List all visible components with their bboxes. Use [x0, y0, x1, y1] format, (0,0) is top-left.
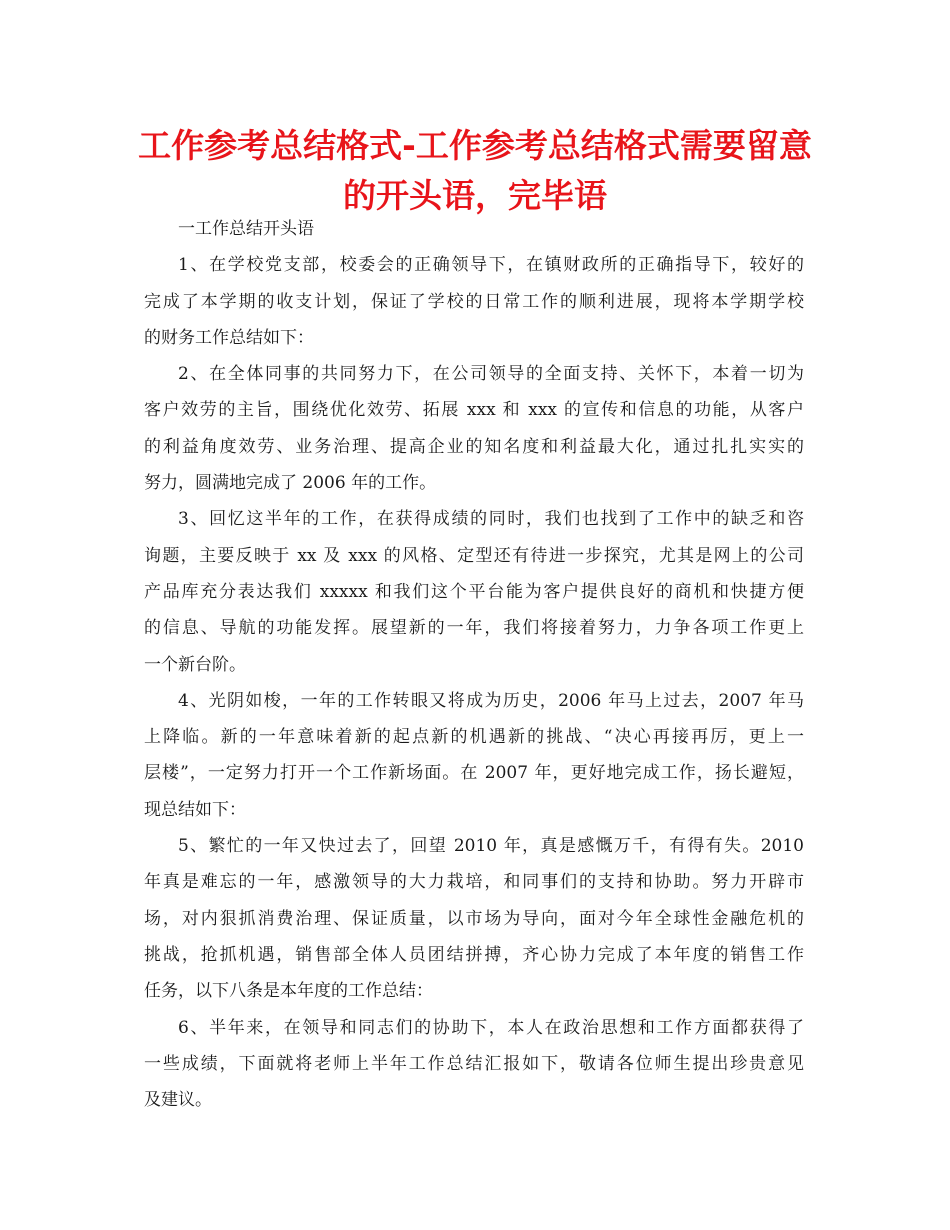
paragraph-3-line: 一个新台阶。 — [144, 654, 246, 675]
paragraph-2-line: 的利益角度效劳、业务治理、提高企业的知名度和利益最大化，通过扎扎实实的 — [144, 436, 804, 457]
paragraph-3-line: 产品库充分表达我们 xxxxx 和我们这个平台能为客户提供良好的商机和快捷方便 — [144, 581, 804, 602]
paragraph-4-line: 现总结如下： — [144, 799, 246, 820]
paragraph-6-line: 一些成绩，下面就将老师上半年工作总结汇报如下，敬请各位师生提出珍贵意见 — [144, 1053, 804, 1074]
paragraph-4-line: 4、光阴如梭，一年的工作转眼又将成为历史，2006 年马上过去，2007 年马 — [178, 690, 804, 711]
paragraph-5-line: 任务，以下八条是本年度的工作总结： — [144, 981, 433, 1002]
paragraph-4-line: 层楼”，一定努力打开一个工作新场面。在 2007 年，更好地完成工作，扬长避短， — [144, 763, 804, 784]
paragraph-2-line: 客户效劳的主旨，围绕优化效劳、拓展 xxx 和 xxx 的宣传和信息的功能，从客户 — [144, 400, 804, 421]
paragraph-3-line: 询题，主要反映于 xx 及 xxx 的风格、定型还有待进一步探究，尤其是网上的公司 — [144, 545, 804, 566]
paragraph-5-line: 年真是难忘的一年，感激领导的大力栽培，和同事们的支持和协助。努力开辟市 — [144, 872, 804, 893]
paragraph-1-line: 的财务工作总结如下： — [144, 327, 314, 348]
paragraph-6-line: 及建议。 — [144, 1090, 212, 1111]
document-title — [120, 121, 830, 221]
document-body — [144, 211, 804, 1118]
section-heading: 一工作总结开头语 — [178, 219, 314, 239]
paragraph-1-line: 完成了本学期的收支计划，保证了学校的日常工作的顺利进展，现将本学期学校 — [144, 291, 804, 312]
paragraph-6-line: 6、半年来，在领导和同志们的协助下，本人在政治思想和工作方面都获得了 — [178, 1017, 804, 1038]
paragraph-5-line: 挑战，抢抓机遇，销售部全体人员团结拼搏，齐心协力完成了本年度的销售工作 — [144, 944, 804, 965]
paragraph-3-line: 的信息、导航的功能发挥。展望新的一年，我们将接着努力，力争各项工作更上 — [144, 618, 804, 639]
paragraph-1-line: 1、在学校党支部，校委会的正确领导下，在镇财政所的正确指导下，较好的 — [178, 255, 804, 276]
paragraph-2-line: 2、在全体同事的共同努力下，在公司领导的全面支持、关怀下，本着一切为 — [178, 364, 804, 385]
paragraph-4-line: 上降临。新的一年意味着新的起点新的机遇新的挑战、“决心再接再厉，更上一 — [144, 727, 804, 748]
title-line-1: 工作参考总结格式-工作参考总结格式需要留意 — [138, 126, 812, 165]
paragraph-5-line: 5、繁忙的一年又快过去了，回望 2010 年，真是感慨万千，有得有失。2010 — [178, 836, 804, 857]
paragraph-2-line: 努力，圆满地完成了 2006 年的工作。 — [144, 473, 437, 494]
paragraph-3-line: 3、回忆这半年的工作，在获得成绩的同时，我们也找到了工作中的缺乏和咨 — [178, 509, 804, 530]
title-line-2: 的开头语，完毕语 — [343, 176, 607, 215]
paragraph-5-line: 场，对内狠抓消费治理、保证质量，以市场为导向，面对今年全球性金融危机的 — [144, 908, 804, 929]
